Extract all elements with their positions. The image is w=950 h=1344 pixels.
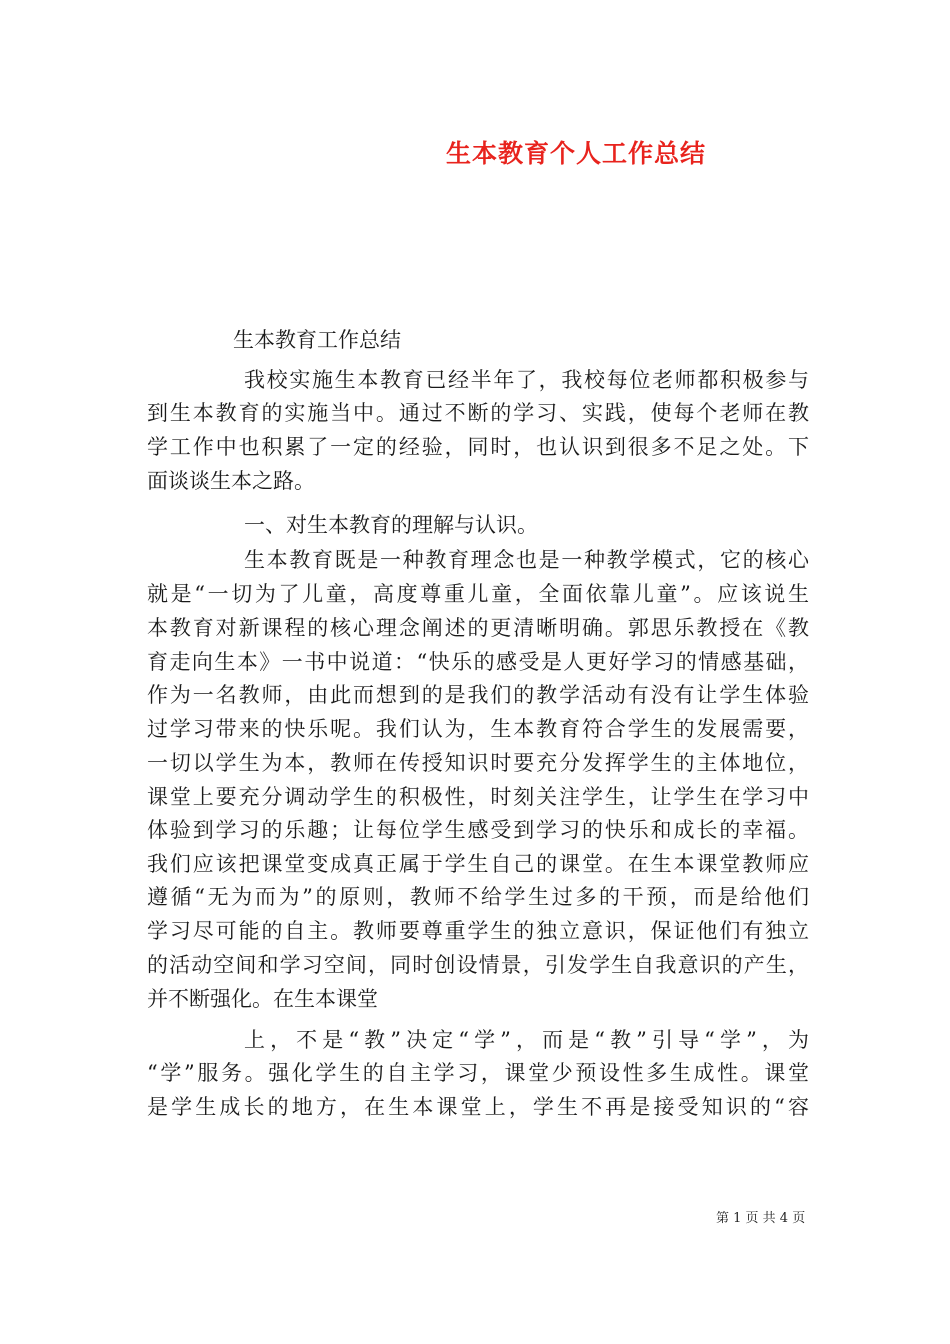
paragraph-line: 学习尽可能的自主。教师要尊重学生的独立意识，保证他们有独立 — [147, 919, 809, 943]
paragraph-line: 上，不是“教”决定“学”，而是“教”引导“学”，为 — [244, 1028, 809, 1052]
paragraph-line: 面谈谈生本之路。 — [147, 469, 315, 493]
paragraph-line: 一切以学生为本，教师在传授知识时要充分发挥学生的主体地位， — [147, 751, 809, 775]
paragraph-line: 学工作中也积累了一定的经验，同时，也认识到很多不足之处。下 — [147, 435, 809, 459]
paragraph-line: 体验到学习的乐趣；让每位学生感受到学习的快乐和成长的幸福。 — [147, 818, 809, 842]
paragraph-line: 是学生成长的地方，在生本课堂上，学生不再是接受知识的“容 — [147, 1095, 809, 1119]
paragraph-line: 就是“一切为了儿童，高度尊重儿童，全面依靠儿童”。应该说生 — [147, 582, 809, 606]
paragraph-line: 作为一名教师，由此而想到的是我们的教学活动有没有让学生体验 — [147, 683, 809, 707]
paragraph-line: 到生本教育的实施当中。通过不断的学习、实践，使每个老师在教 — [147, 401, 809, 425]
paragraph-line: 生本教育既是一种教育理念也是一种教学模式，它的核心 — [244, 548, 809, 572]
paragraph-line: 育走向生本》一书中说道：“快乐的感受是人更好学习的情感基础， — [147, 650, 809, 674]
paragraph-line: 课堂上要充分调动学生的积极性，时刻关注学生，让学生在学习中 — [147, 785, 809, 809]
paragraph-line: 我们应该把课堂变成真正属于学生自己的课堂。在生本课堂教师应 — [147, 852, 809, 876]
paragraph-line: 生本教育工作总结 — [233, 328, 401, 352]
page-footer: 第 1 页 共 4 页 — [716, 1211, 806, 1226]
paragraph-line: 本教育对新课程的核心理念阐述的更清晰明确。郭思乐教授在《教 — [147, 616, 809, 640]
paragraph-line: 并不断强化。在生本课堂 — [147, 987, 378, 1011]
paragraph-line: 的活动空间和学习空间，同时创设情景，引发学生自我意识的产生， — [147, 953, 809, 977]
paragraph-line: 过学习带来的快乐呢。我们认为，生本教育符合学生的发展需要， — [147, 717, 809, 741]
document-title: 生本教育个人工作总结 — [446, 139, 707, 168]
paragraph-line: 我校实施生本教育已经半年了，我校每位老师都积极参与 — [244, 368, 809, 392]
paragraph-line: 遵循“无为而为”的原则，教师不给学生过多的干预，而是给他们 — [147, 885, 809, 909]
paragraph-line: 一、对生本教育的理解与认识。 — [244, 513, 538, 537]
paragraph-line: “学”服务。强化学生的自主学习，课堂少预设性多生成性。课堂 — [147, 1061, 809, 1085]
